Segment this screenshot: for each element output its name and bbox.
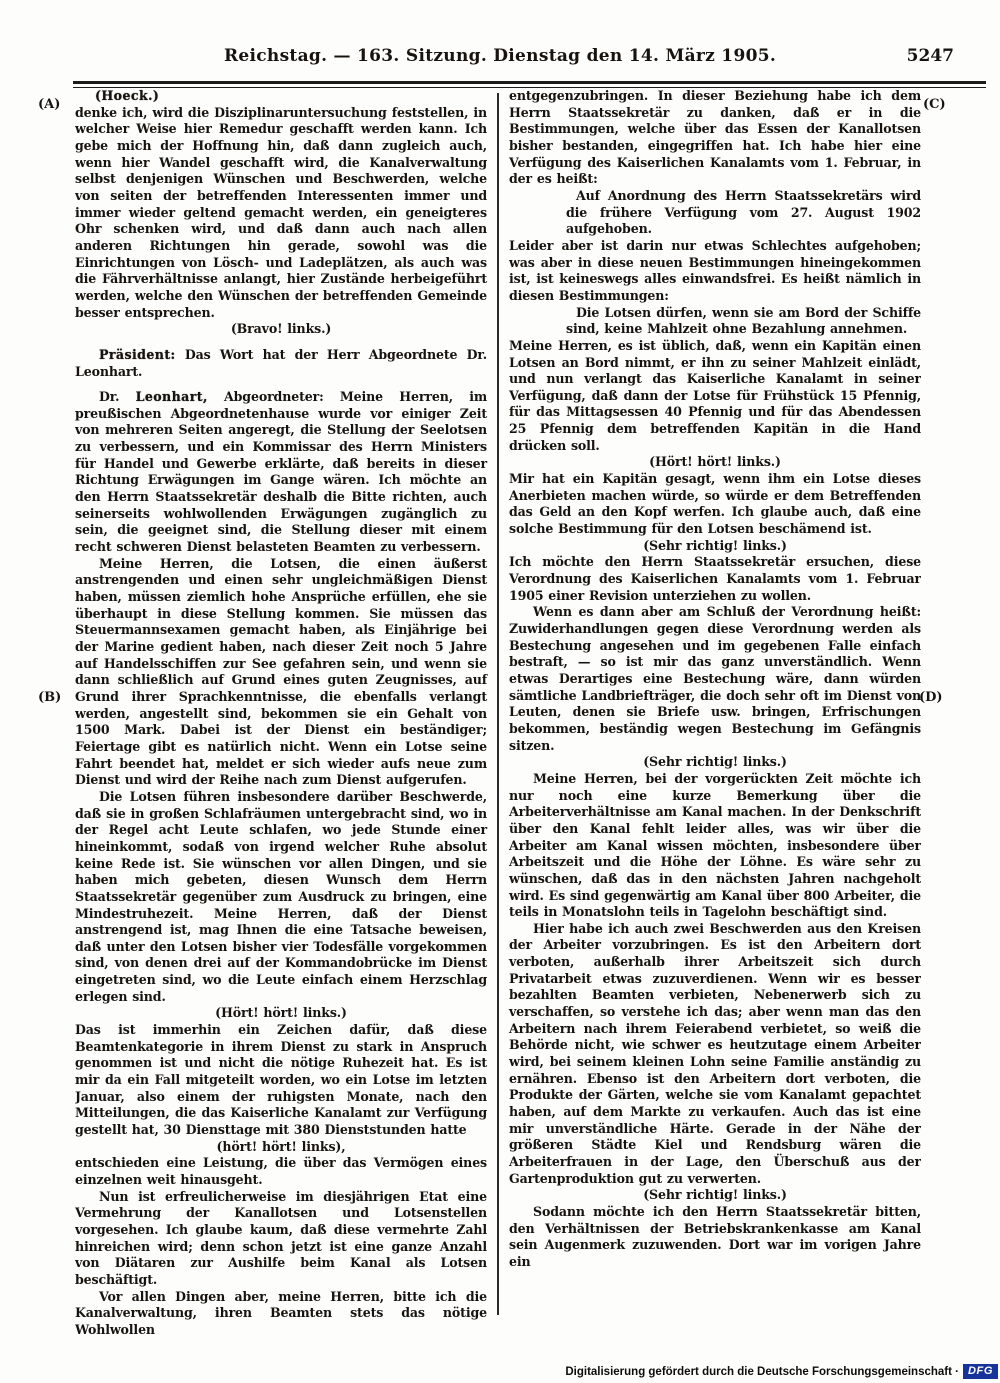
paragraph xyxy=(509,771,921,921)
dfg-logo: DFG xyxy=(963,1364,998,1379)
footer xyxy=(565,1364,998,1379)
paragraph xyxy=(75,1155,487,1188)
quotation xyxy=(509,305,921,338)
stage-direction xyxy=(509,454,921,471)
text-run: denke ich, wird die Disziplinaruntersuchung feststellen, in welcher Weise hier Remedur geschafft werden kann. Ich gebe mich der Hoffnung hin, daß dann zugleich auch, wenn hier Wandel geschafft wird, die Kanalverwaltung selbst denjenigen Wünschen und Beschwerden, welche von seiten der betreffenden Interessenten immer und immer wieder geltend gemacht werden, ein geneigteres Ohr schenken wird, und daß dann auch nach allen anderen Richtungen hin gerade, sowohl was die Einrichtungen von Lösch- und Ladeplätzen, als auch was die Fährverhältnisse anlangt, hier Zustände herbeigeführt werden, welche den Wünschen der betreffenden Gemeinde besser entsprechen. xyxy=(75,104,487,320)
text-run: Ich möchte den Herrn Staatssekretär ersuchen, diese Verordnung des Kaiserlichen Kanalamts vom 1. Februar 1905 einer Revision unterziehen zu wollen. xyxy=(509,554,921,603)
text-run: Meine Herren, es ist üblich, daß, wenn ein Kapitän einen Lotsen an Bord nimmt, er ihn zu seiner Mahlzeit einlädt, und nun verlangt das Kaiserliche Kanalamt in seiner Verfügung, daß dann der Lotse für Frühstück 15 Pfennig, für das Mittagsessen 40 Pfennig und für das Abendessen 25 Pfennig dem betreffenden Kapitän in die Hand drücken soll. xyxy=(509,337,921,453)
stage-direction xyxy=(75,1139,487,1156)
text-run: (Sehr richtig! links.) xyxy=(643,754,787,770)
margin-mark-d: (D) xyxy=(919,690,943,705)
text-columns xyxy=(75,88,921,1378)
paragraph xyxy=(509,238,921,305)
text-run: Mir hat ein Kapitän gesagt, wenn ihm ein Lotse dieses Anerbieten machen würde, so würde er dem Betreffenden das Geld an den Kopf werfen. Ich glaube auch, daß eine solche Bestimmung für den Lotsen beschämend ist. xyxy=(509,471,921,537)
stage-direction xyxy=(509,538,921,555)
quotation xyxy=(509,188,921,238)
text-run: Meine Herren, bei der vorgerückten Zeit möchte ich nur noch eine kurze Bemerkung über die Arbeiterverhältnisse am Kanal machen. In der Denkschrift über den Kanal fehlt leider alles, was wir über die Arbeiter am Kanal wissen möchten, insbesondere über Arbeitszeit und die Höhe der Löhne. Es wäre sehr zu wünschen, daß das in den nächsten Jahren nachgeholt wird. Es sind gegenwärtig am Kanal über 800 Arbeiter, die teils in Monatslohn teils in Tagelohn beschäftigt sind. xyxy=(509,770,921,920)
paragraph xyxy=(75,1189,487,1289)
text-run: Hier habe ich auch zwei Beschwerden aus den Kreisen der Arbeiter vorzubringen. Es ist den Arbeitern dort verboten, außerhalb ihrer Arbeitszeit sich durch Privatarbeit etwas zuzuverdienen. Wenn wir es besser bezahlten Beamten verbieten, Nebenerwerb sich zu verschaffen, so verstehe ich das; aber wenn man das den Arbeitern nach ihrem Feierabend verbietet, so weiß die Behörde nicht, wie schwer es heutzutage einem Arbeiter wird, bei seinem kleinen Lohn seine Familie anständig zu ernähren. Ebenso ist den Arbeitern dort verboten, die Produkte der Gärten, welche sie vom Kanalamt gepachtet haben, auf dem Markte zu verkaufen. Auch das ist eine mir unverständliche Härte. Gerade in der Nähe der größeren Städte Kiel und Rendsburg wären die Arbeiterfrauen in der Lage, den Überschuß aus der Gartenproduktion gut zu verwerten. xyxy=(509,920,921,1186)
paragraph xyxy=(75,1022,487,1139)
text-run: (Sehr richtig! links.) xyxy=(643,537,787,553)
paragraph xyxy=(509,554,921,604)
paragraph xyxy=(509,604,921,754)
paragraph xyxy=(75,1289,487,1339)
speaker-name: (Hoeck.) xyxy=(95,88,160,103)
text-run: (Hört! hört! links.) xyxy=(649,454,781,470)
text-run: Wenn es dann aber am Schluß der Verordnung heißt: Zuwiderhandlungen gegen diese Verordnung werden als Bestechung angesehen und im gegebenen Falle einfach bestraft, — so ist mir das ganz unverständlich. Wenn etwas Derartiges eine Bestechung wäre, dann würden sämtliche Landbriefträger, die doch sehr oft im Dienst von Leuten, denen sie Briefe usw. bringen, Erfrischungen bekommen, beständig wegen Bestechung im Gefängnis sitzen. xyxy=(509,604,921,753)
speaker-name: Präsident: xyxy=(99,346,176,362)
stage-direction xyxy=(509,1187,921,1204)
text-run: entschieden eine Leistung, die über das Vermögen eines einzelnen weit hinausgeht. xyxy=(75,1155,487,1187)
text-run: (Hört! hört! links.) xyxy=(215,1005,347,1021)
text-run: Meine Herren, die Lotsen, die einen äußerst anstrengenden und einen sehr ungleichmäßigen Dienst haben, müssen ziemlich hohe Ansprüche erfüllen, ehe sie überhaupt in diese Stellung kommen. Sie müssen das Steuermannsexamen gemacht haben, als Einjährige bei der Marine gedient haben, nach dieser Zeit noch 5 Jahre auf Handelsschiffen zur See gefahren sein, und wenn sie dann schließlich auf Grund eines guten Zeugnisses, auf Grund ihrer Sprachkenntnisse, die ebenfalls verlangt werden, angestellt sind, bekommen sie ein Gehalt von 1500 Mark. Dabei ist der Dienst ein beständiger; Feiertage gibt es natürlich nicht. Wenn ein Lotse seine Fahrt beendet hat, meldet er sich wieder aufs neue zum Dienst und wird der Reihe nach zum Dienst aufgerufen. xyxy=(75,555,487,788)
text-run: Vor allen Dingen aber, meine Herren, bitte ich die Kanalverwaltung, ihren Beamten stets das nötige Wohlwollen xyxy=(75,1288,487,1337)
text-run: Leider aber ist darin nur etwas Schlechtes aufgehoben; was aber in diese neuen Bestimmungen hineingekommen ist, ist keineswegs alles einwandsfrei. Es heißt nämlich in diesen Bestimmungen: xyxy=(509,237,921,303)
text-run: Dr. xyxy=(99,389,136,405)
paragraph xyxy=(75,389,487,556)
right-column xyxy=(509,88,921,1378)
text-run: (hört! hört! links), xyxy=(216,1138,346,1154)
margin-mark-c: (C) xyxy=(923,97,946,112)
page-header-title: Reichstag. — 163. Sitzung. Dienstag den 14. März 1905. xyxy=(223,46,777,66)
speaker-continuation xyxy=(75,88,487,105)
paragraph xyxy=(509,1204,921,1271)
text-run: Die Lotsen führen insbesondere darüber Beschwerde, daß sie in großen Schlafräumen untergebracht sind, wo in der Regel acht Leute schlafen, wo jede Stunde einer hineinkommt, sodaß von irgend welcher Ruhe absolut keine Rede ist. Sie wünschen vor allen Dingen, und sie haben mich gebeten, diesen Wunsch dem Herrn Staatssekretär gegenüber zum Ausdruck zu bringen, eine Mindestruhezeit. Meine Herren, daß der Dienst anstrengend ist, mag Ihnen die eine Tatsache beweisen, daß unter den Lotsen bisher vier Todesfälle vorgekommen sind, von denen drei auf der Kommandobrücke im Dienst eingetreten sind, wo die Leute einfach einem Herzschlag erlegen sind. xyxy=(75,788,487,1004)
paragraph xyxy=(75,347,487,380)
text-run: entgegenzubringen. In dieser Beziehung habe ich dem Herrn Staatssekretär zu danken, daß er in die Bestimmungen, welche über das Essen der Kanallotsen bisher bestanden, eingegriffen hat. Ich habe hier eine Verfügung des Kaiserlichen Kanalamts vom 1. Februar, in der es heißt: xyxy=(509,88,921,187)
paragraph xyxy=(75,105,487,322)
page-number: 5247 xyxy=(906,46,954,66)
margin-mark-b: (B) xyxy=(38,690,62,705)
stage-direction xyxy=(509,754,921,771)
margin-mark-a: (A) xyxy=(38,97,61,112)
text-run: Nun ist erfreulicherweise im diesjährigen Etat eine Vermehrung der Kanallotsen und Lotsenstellen vorgesehen. Ich glaube kaum, daß diese vermehrte Zahl hinreichen wird; denn schon jetzt ist eine ganze Anzahl von Diätaren zur Aushilfe beim Kanal als Lotsen beschäftigt. xyxy=(75,1188,487,1287)
paragraph xyxy=(509,338,921,455)
header-rule xyxy=(73,81,986,88)
left-column xyxy=(75,88,487,1378)
paragraph xyxy=(509,471,921,538)
paragraph xyxy=(75,556,487,789)
digitization-credit: Digitalisierung gefördert durch die Deutsche Forschungsgemeinschaft · xyxy=(565,1365,959,1378)
speaker-name: Leonhart, xyxy=(135,389,208,405)
text-run: Auf Anordnung des Herrn Staatssekretärs wird die frühere Verfügung vom 27. August 1902 aufgehoben. xyxy=(566,187,921,237)
text-run: (Bravo! links.) xyxy=(230,321,332,337)
text-run: Das ist immerhin ein Zeichen dafür, daß diese Beamtenkategorie in ihrem Dienst zu stark in Anspruch genommen ist und nicht die nötige Ruhezeit hat. Es ist mir da ein Fall mitgeteilt worden, wo ein Lotse im letzten Januar, also einem der ruhigsten Monate, nach den Mitteilungen, die das Kaiserliche Kanalamt zur Verfügung gestellt hat, 30 Diensttage mit 380 Dienststunden hatte xyxy=(75,1022,487,1138)
stage-direction xyxy=(75,1005,487,1022)
text-run: Die Lotsen dürfen, wenn sie am Bord der Schiffe sind, keine Mahlzeit ohne Bezahlung annehmen. xyxy=(566,304,921,337)
text-run: (Sehr richtig! links.) xyxy=(643,1187,787,1203)
text-run: Das Wort hat der Herr Abgeordnete Dr. Leonhart. xyxy=(75,346,487,379)
paragraph xyxy=(509,88,921,188)
text-run: Sodann möchte ich den Herrn Staatssekretär bitten, den Verhältnissen der Betriebskrankenkasse am Kanal sein Augenmerk zuzuwenden. Dort war im vorigen Jahre ein xyxy=(509,1203,921,1269)
stage-direction xyxy=(75,321,487,338)
paragraph xyxy=(509,921,921,1188)
paragraph xyxy=(75,789,487,1006)
text-run: Abgeordneter: Meine Herren, im preußischen Abgeordnetenhause wurde vor einiger Zeit von mehreren Seiten angeregt, die Stellung der Seelotsen zu verbessern, und ein Kommissar des Herrn Ministers für Handel und Gewerbe erklärte, daß bereits in dieser Richtung Erwägungen im Gange wären. Ich möchte an den Herrn Staatssekretär deshalb die Bitte richten, auch seinerseits wohlwollenden Erwägungen zugänglich zu sein, die geeignet sind, die Stellung dieser mit einem recht schweren Dienst belasteten Beamten zu verbessern. xyxy=(75,389,488,555)
